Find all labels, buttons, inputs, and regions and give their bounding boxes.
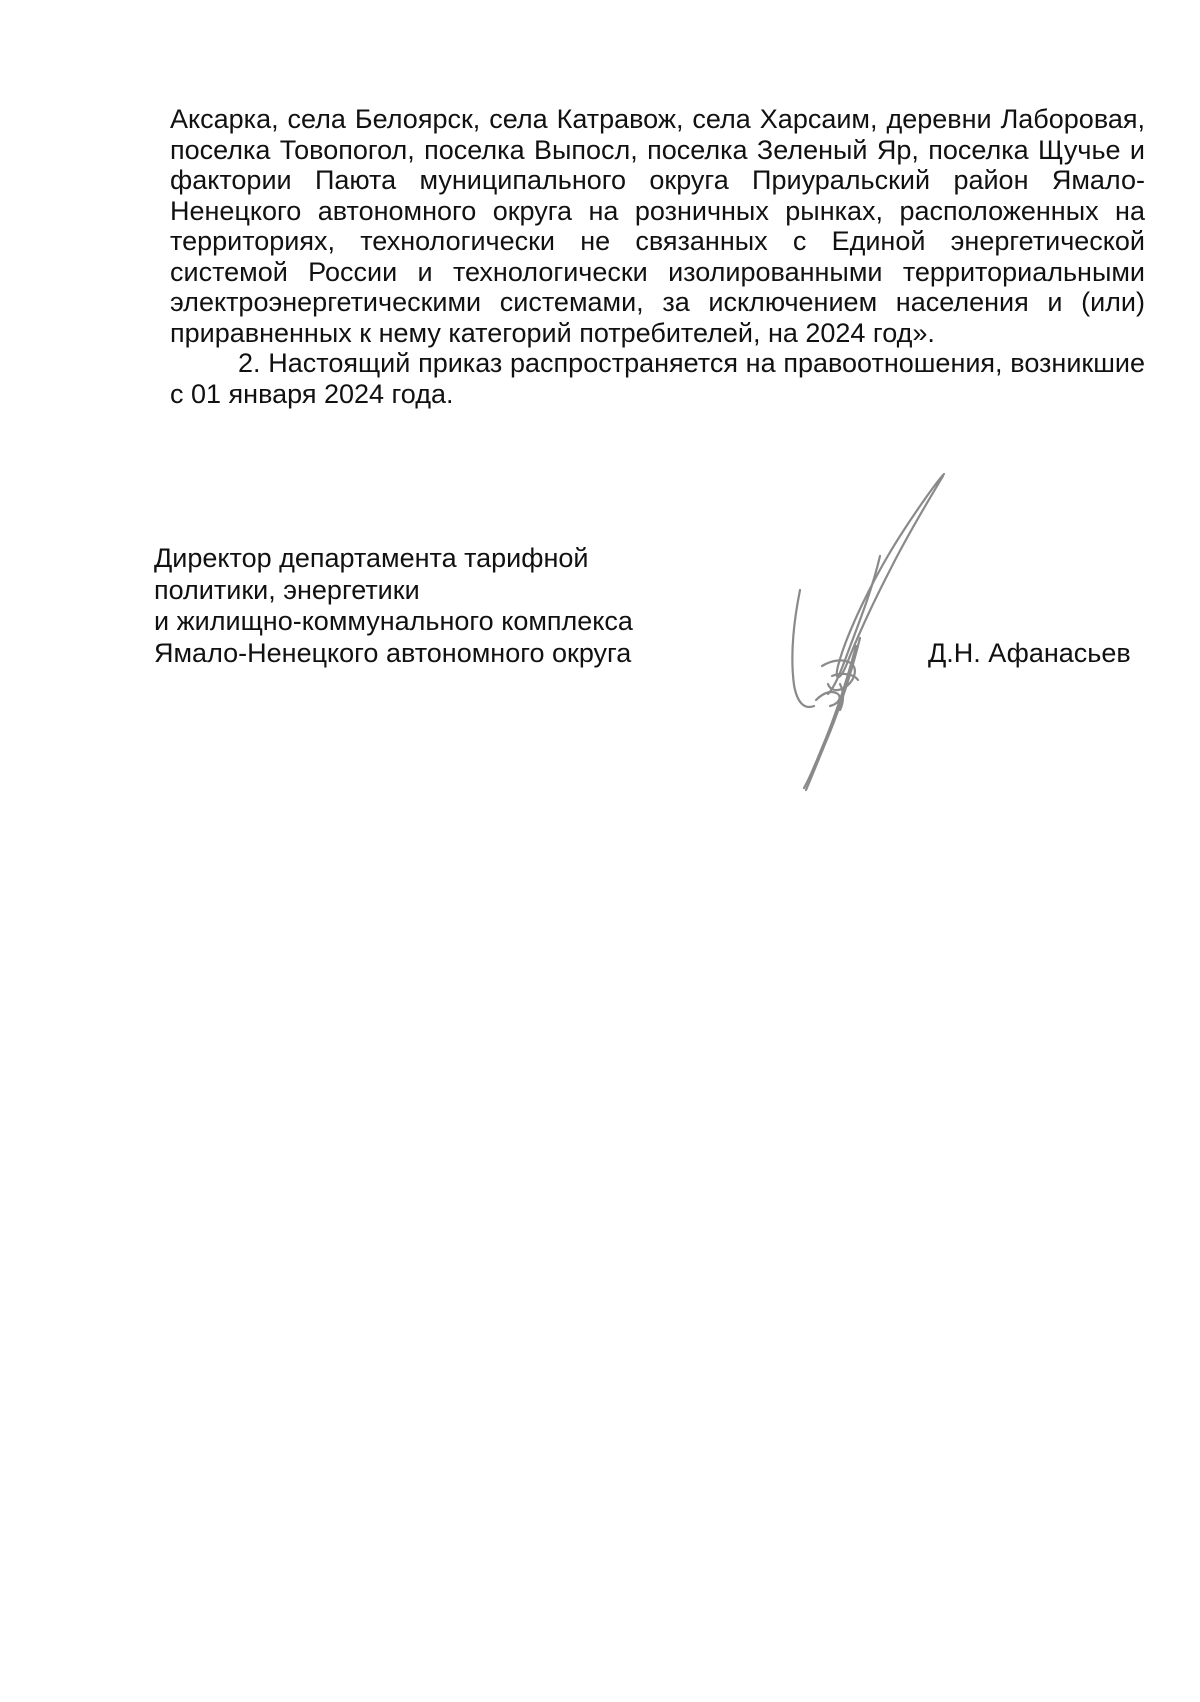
signatory-title-line-2: политики, энергетики [154,574,420,605]
paragraph-continuation: Аксарка, села Белоярск, села Катравож, села Харсаим, деревни Лаборовая, поселка Товопогол, поселка Выпосл, поселка Зеленый Яр, поселка Щучье и фактории Паюта муниципального округа Приуральский район Ямало-Ненецкого автономного округа на розничных рынках, расположенных на территориях, технологически не связанных с Единой энергетической системой России и технологически изолированными территориальными электроэнергетическими системами, за исключением населения и (или) приравненных к нему категорий потребителей, на 2024 год». [170,104,1145,348]
signatory-title-line-3: и жилищно-коммунального комплекса [154,606,633,636]
document-body [170,104,1145,409]
paragraph-effective-date: 2. Настоящий приказ распространяется на правоотношения, возникшие с 01 января 2024 года. [170,348,1145,409]
signer-name: Д.Н. Афанасьев [928,638,1131,668]
signatory-title-line-1: Директор департамента тарифной [154,543,589,573]
signatory-title [154,543,714,669]
signatory-title-line-4: Ямало-Ненецкого автономного округа [154,637,632,668]
